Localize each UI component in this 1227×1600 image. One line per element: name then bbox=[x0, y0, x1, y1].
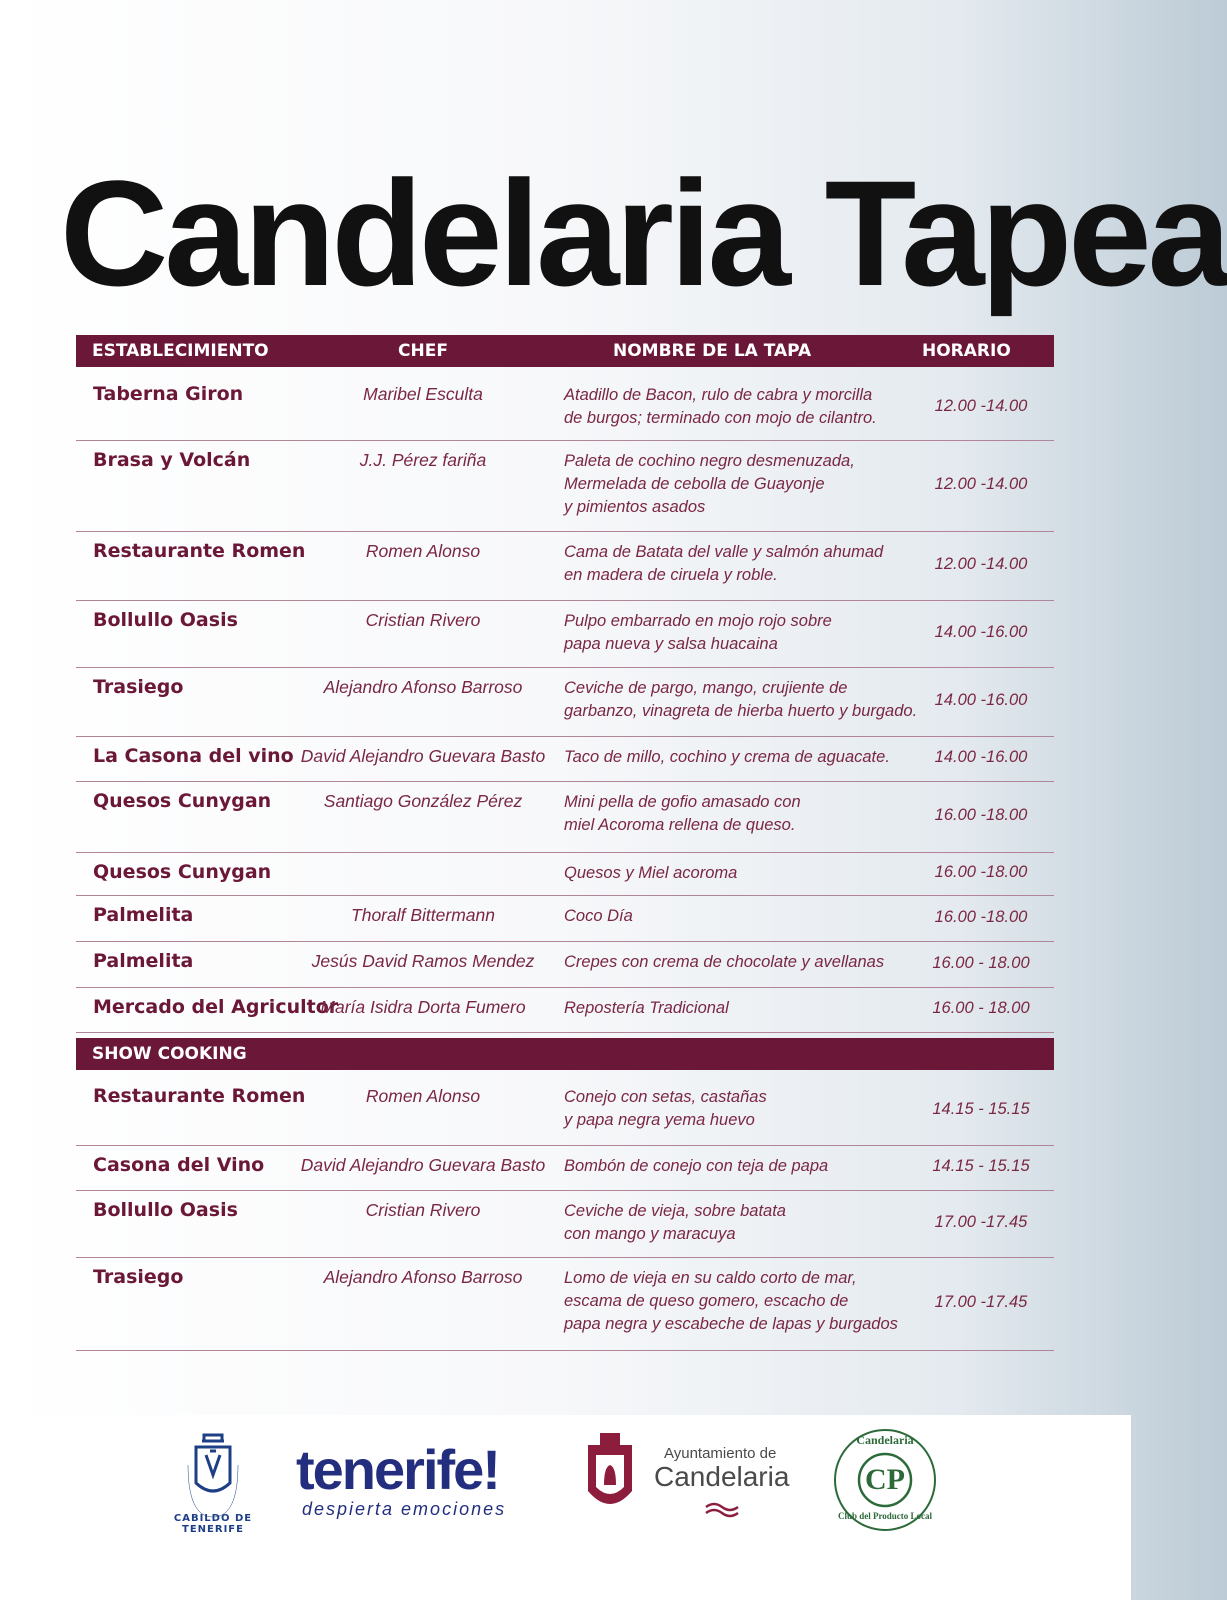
cell-horario: 16.00 -18.00 bbox=[934, 908, 1028, 926]
tapa-line: Bombón de conejo con teja de papa bbox=[564, 1157, 829, 1175]
cell-establecimiento: La Casona del vino bbox=[93, 745, 294, 767]
table-row bbox=[76, 1146, 1054, 1191]
cell-tapa bbox=[564, 541, 924, 587]
table-header bbox=[76, 335, 1054, 367]
cell-establecimiento: Palmelita bbox=[93, 904, 194, 926]
cell-horario: 14.00 -16.00 bbox=[934, 748, 1028, 766]
cell-chef: David Alejandro Guevara Basto bbox=[300, 746, 546, 766]
cell-establecimiento: Restaurante Romen bbox=[93, 540, 306, 562]
cell-horario: 14.15 - 15.15 bbox=[932, 1100, 1030, 1118]
ayuntamiento-big-text: Candelaria bbox=[654, 1461, 790, 1492]
tapa-line: Mermelada de cebolla de Guayonje bbox=[564, 475, 825, 493]
cell-chef: Maribel Esculta bbox=[363, 384, 483, 404]
cell-chef: Romen Alonso bbox=[365, 1086, 481, 1106]
page-title: Candelaria Tapea bbox=[60, 149, 1227, 317]
cell-chef: David Alejandro Guevara Basto bbox=[300, 1155, 546, 1175]
cell-tapa bbox=[564, 1267, 924, 1336]
cell-establecimiento: Bollullo Oasis bbox=[93, 1199, 238, 1221]
cell-chef: Cristian Rivero bbox=[365, 1200, 481, 1220]
cell-horario: 14.15 - 15.15 bbox=[932, 1157, 1030, 1175]
tapa-line: Taco de millo, cochino y crema de aguacate. bbox=[564, 748, 890, 766]
header-horario: HORARIO bbox=[922, 341, 1011, 361]
cell-tapa bbox=[564, 1155, 924, 1178]
tapa-line: Crepes con crema de chocolate y avellanas bbox=[564, 953, 885, 971]
ayuntamiento-small-text: Ayuntamiento de bbox=[664, 1445, 777, 1462]
ayuntamiento-shield-icon bbox=[582, 1429, 638, 1519]
cabildo-logo bbox=[166, 1425, 260, 1535]
table-row bbox=[76, 942, 1054, 988]
header-chef: CHEF bbox=[398, 341, 448, 361]
cell-tapa bbox=[564, 746, 924, 769]
tapa-line: de burgos; terminado con mojo de cilantro. bbox=[564, 409, 877, 427]
cell-establecimiento: Restaurante Romen bbox=[93, 1085, 306, 1107]
tapa-line: papa negra y escabeche de lapas y burgados bbox=[564, 1315, 898, 1333]
cell-horario: 12.00 -14.00 bbox=[934, 555, 1028, 573]
tapa-line: con mango y maracuya bbox=[564, 1225, 736, 1243]
ayuntamiento-logo bbox=[582, 1429, 802, 1529]
tapa-line: garbanzo, vinagreta de hierba huerto y burgado. bbox=[564, 702, 918, 720]
tapa-line: Conejo con setas, castañas bbox=[564, 1088, 767, 1106]
tapa-line: Quesos y Miel acoroma bbox=[564, 864, 738, 882]
table-row bbox=[76, 988, 1054, 1033]
cell-chef: Cristian Rivero bbox=[365, 610, 481, 630]
cell-tapa bbox=[564, 610, 924, 656]
cell-horario: 14.00 -16.00 bbox=[934, 623, 1028, 641]
cell-chef: Thoralf Bittermann bbox=[351, 905, 495, 925]
cell-horario: 12.00 -14.00 bbox=[934, 397, 1028, 415]
cell-tapa bbox=[564, 997, 924, 1020]
tapa-line: Atadillo de Bacon, rulo de cabra y morcilla bbox=[564, 386, 873, 404]
club-bottom-text: Club del Producto Local bbox=[837, 1511, 933, 1521]
show-cooking-header bbox=[76, 1038, 1054, 1070]
cell-establecimiento: Bollullo Oasis bbox=[93, 609, 238, 631]
tapa-line: papa nueva y salsa huacaina bbox=[564, 635, 778, 653]
cell-chef: Alejandro Afonso Barroso bbox=[323, 1267, 523, 1287]
tapa-line: Repostería Tradicional bbox=[564, 999, 729, 1017]
club-producto-logo bbox=[830, 1425, 940, 1535]
cell-tapa bbox=[564, 1086, 924, 1132]
table-row bbox=[76, 737, 1054, 782]
table-row bbox=[76, 1258, 1054, 1351]
table-row bbox=[76, 601, 1054, 668]
cell-tapa bbox=[564, 384, 924, 430]
cell-chef: Jesús David Ramos Mendez bbox=[311, 951, 535, 971]
table-row bbox=[76, 375, 1054, 441]
cell-establecimiento: Brasa y Volcán bbox=[93, 449, 251, 471]
cell-horario: 16.00 - 18.00 bbox=[932, 999, 1030, 1017]
tapa-line: Lomo de vieja en su caldo corto de mar, bbox=[564, 1269, 857, 1287]
tapa-line: miel Acoroma rellena de queso. bbox=[564, 816, 796, 834]
table-row bbox=[76, 1077, 1054, 1146]
cell-horario: 16.00 -18.00 bbox=[934, 806, 1028, 824]
table-row bbox=[76, 782, 1054, 853]
table-row bbox=[76, 441, 1054, 532]
cell-establecimiento: Mercado del Agricultor bbox=[93, 996, 339, 1018]
tapa-line: en madera de ciruela y roble. bbox=[564, 566, 778, 584]
tapa-line: Ceviche de vieja, sobre batata bbox=[564, 1202, 786, 1220]
table-row bbox=[76, 1191, 1054, 1258]
tapa-line: y pimientos asados bbox=[564, 498, 706, 516]
cell-establecimiento: Quesos Cunygan bbox=[93, 861, 272, 883]
table-row bbox=[76, 668, 1054, 737]
cell-establecimiento: Trasiego bbox=[93, 1266, 184, 1288]
tapa-line: Coco Día bbox=[564, 907, 633, 925]
cell-horario: 16.00 -18.00 bbox=[934, 863, 1028, 881]
cell-tapa bbox=[564, 1200, 924, 1246]
club-monogram: CP bbox=[865, 1463, 905, 1496]
cell-horario: 14.00 -16.00 bbox=[934, 691, 1028, 709]
tenerife-wordmark: tenerife! bbox=[296, 1438, 499, 1501]
table-row bbox=[76, 853, 1054, 896]
cell-horario: 17.00 -17.45 bbox=[934, 1293, 1028, 1311]
cell-establecimiento: Casona del Vino bbox=[93, 1154, 265, 1176]
cell-tapa bbox=[564, 677, 924, 723]
cell-chef: Romen Alonso bbox=[365, 541, 481, 561]
tenerife-tagline: despierta emociones bbox=[302, 1499, 507, 1519]
cell-establecimiento: Trasiego bbox=[93, 676, 184, 698]
tapa-line: Ceviche de pargo, mango, crujiente de bbox=[564, 679, 848, 697]
tapa-line: Pulpo embarrado en mojo rojo sobre bbox=[564, 612, 832, 630]
tapa-line: Cama de Batata del valle y salmón ahumad bbox=[564, 543, 884, 561]
cell-chef: J.J. Pérez fariña bbox=[359, 450, 487, 470]
cell-horario: 17.00 -17.45 bbox=[934, 1213, 1028, 1231]
tapa-line: Paleta de cochino negro desmenuzada, bbox=[564, 452, 855, 470]
cell-chef: María Isidra Dorta Fumero bbox=[320, 997, 526, 1017]
cell-establecimiento: Quesos Cunygan bbox=[93, 790, 272, 812]
club-top-text: Candelaria bbox=[856, 1433, 914, 1447]
tapa-line: escama de queso gomero, escacho de bbox=[564, 1292, 849, 1310]
cell-horario: 16.00 - 18.00 bbox=[932, 954, 1030, 972]
table-row bbox=[76, 896, 1054, 942]
cell-tapa bbox=[564, 951, 924, 974]
cell-establecimiento: Palmelita bbox=[93, 950, 194, 972]
footer-logos bbox=[0, 1415, 1131, 1600]
cell-chef: Alejandro Afonso Barroso bbox=[323, 677, 523, 697]
tenerife-logo bbox=[296, 1437, 556, 1527]
header-tapa: NOMBRE DE LA TAPA bbox=[613, 341, 812, 361]
cell-tapa bbox=[564, 450, 924, 519]
cell-establecimiento: Taberna Giron bbox=[93, 383, 244, 405]
header-establecimiento: ESTABLECIMIENTO bbox=[92, 341, 269, 361]
wave-icon bbox=[704, 1501, 744, 1521]
cell-tapa bbox=[564, 905, 924, 928]
cell-tapa bbox=[564, 862, 924, 885]
tapa-line: y papa negra yema huevo bbox=[564, 1111, 755, 1129]
tapa-line: Mini pella de gofio amasado con bbox=[564, 793, 801, 811]
cabildo-text: CABILDO DE TENERIFE bbox=[173, 1513, 253, 1535]
table-row bbox=[76, 532, 1054, 601]
cell-chef: Santiago González Pérez bbox=[323, 791, 523, 811]
cell-horario: 12.00 -14.00 bbox=[934, 475, 1028, 493]
show-cooking-label: SHOW COOKING bbox=[92, 1044, 247, 1064]
cell-tapa bbox=[564, 791, 924, 837]
